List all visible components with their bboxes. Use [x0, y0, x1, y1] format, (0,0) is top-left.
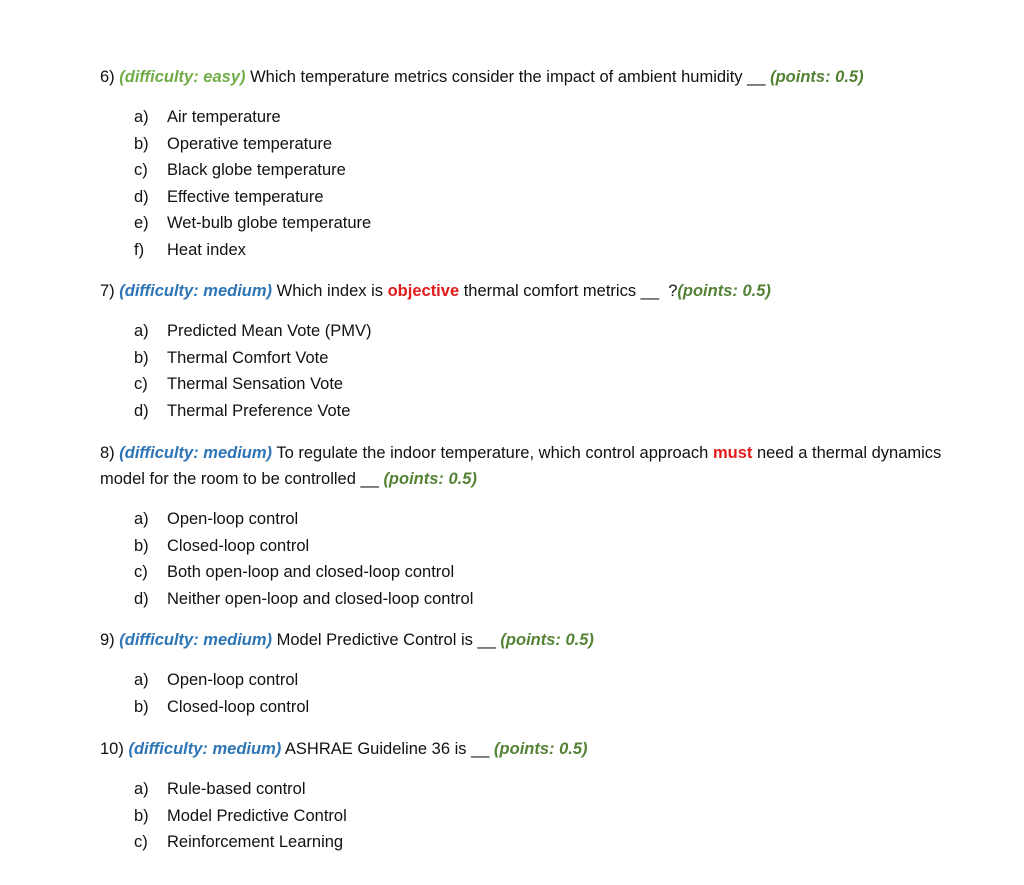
option-c — [100, 371, 980, 398]
question-7 — [100, 278, 980, 424]
option-c — [100, 559, 970, 586]
option-letter: d) — [134, 401, 149, 420]
question-stem — [100, 440, 970, 492]
option-text: Closed-loop control — [167, 697, 310, 716]
points-label: (points: 0.5) — [494, 740, 588, 758]
points-label: (points: 0.5) — [383, 470, 477, 488]
option-a — [100, 667, 980, 694]
question-stem — [100, 64, 980, 90]
option-letter: f) — [134, 240, 145, 259]
option-text: Thermal Preference Vote — [167, 401, 351, 420]
answer-blank: __ — [471, 740, 490, 758]
question-number: 6) — [100, 68, 115, 86]
option-letter: c) — [134, 375, 148, 393]
points-label: (points: 0.5) — [500, 631, 594, 649]
option-b — [100, 533, 970, 560]
option-a — [100, 318, 980, 345]
stem-part: need a thermal dynamics model for the room to be controlled — [100, 444, 942, 488]
option-letter: b) — [134, 134, 149, 153]
emphasis-word: must — [712, 444, 753, 462]
option-letter: a) — [134, 108, 149, 126]
answer-blank: __ — [477, 631, 496, 649]
option-text: Thermal Comfort Vote — [167, 348, 329, 367]
answer-blank: __ — [747, 68, 766, 86]
option-letter: b) — [134, 536, 149, 555]
stem-part: Which temperature metrics consider the impact of ambient humidity — [245, 68, 748, 86]
difficulty-label: (difficulty: medium) — [128, 740, 282, 758]
question-6 — [100, 64, 980, 263]
option-text: Rule-based control — [167, 780, 306, 798]
option-text: Wet-bulb globe temperature — [167, 214, 372, 232]
option-list — [100, 776, 980, 856]
option-letter: a) — [134, 322, 149, 340]
option-text: Open-loop control — [167, 671, 299, 689]
option-d — [100, 398, 980, 425]
option-text: Heat index — [167, 240, 246, 259]
option-text: Reinforcement Learning — [167, 833, 344, 851]
option-b — [100, 694, 980, 721]
stem-part: ASHRAE Guideline 36 is — [281, 740, 472, 758]
option-d — [100, 184, 980, 211]
difficulty-label: (difficulty: easy) — [119, 68, 246, 86]
option-b — [100, 803, 980, 830]
option-a — [100, 506, 970, 533]
stem-part: To regulate the indoor temperature, which control approach — [272, 444, 713, 462]
option-c — [100, 829, 980, 856]
question-number: 10) — [100, 740, 124, 758]
option-text: Thermal Sensation Vote — [167, 375, 344, 393]
option-text: Open-loop control — [167, 510, 299, 528]
option-f — [100, 237, 980, 264]
option-letter: b) — [134, 697, 149, 716]
option-list — [100, 104, 980, 263]
option-letter: a) — [134, 510, 149, 528]
option-text: Closed-loop control — [167, 536, 310, 555]
option-letter: d) — [134, 589, 149, 608]
stem-part: ? — [659, 282, 678, 300]
stem-part: Which index is — [272, 282, 388, 300]
question-number: 8) — [100, 444, 115, 462]
question-stem — [100, 627, 980, 653]
option-letter: b) — [134, 806, 149, 825]
question-9 — [100, 627, 980, 720]
option-b — [100, 131, 980, 158]
option-c — [100, 157, 980, 184]
difficulty-label: (difficulty: medium) — [119, 282, 273, 300]
question-10 — [100, 736, 980, 856]
option-text: Black globe temperature — [167, 161, 346, 179]
stem-part: thermal comfort metrics — [459, 282, 641, 300]
option-list — [100, 506, 970, 612]
difficulty-label: (difficulty: medium) — [119, 444, 273, 462]
points-label: (points: 0.5) — [677, 282, 771, 300]
option-text: Effective temperature — [167, 187, 324, 206]
question-number: 7) — [100, 282, 115, 300]
question-number: 9) — [100, 631, 115, 649]
option-list — [100, 667, 980, 720]
answer-blank: __ — [640, 282, 660, 300]
option-letter: a) — [134, 780, 149, 798]
option-letter: c) — [134, 833, 148, 851]
question-stem — [100, 736, 980, 762]
option-b — [100, 345, 980, 372]
stem-part: Model Predictive Control is — [272, 631, 478, 649]
points-label: (points: 0.5) — [770, 68, 864, 86]
option-d — [100, 586, 970, 613]
option-letter: d) — [134, 187, 149, 206]
option-letter: b) — [134, 348, 149, 367]
option-text: Predicted Mean Vote (PMV) — [167, 322, 372, 340]
answer-blank: __ — [360, 470, 379, 488]
option-text: Neither open-loop and closed-loop control — [167, 589, 474, 608]
option-a — [100, 776, 980, 803]
option-letter: a) — [134, 671, 149, 689]
option-text: Both open-loop and closed-loop control — [167, 563, 455, 581]
option-a — [100, 104, 980, 131]
option-letter: e) — [134, 214, 149, 232]
question-stem — [100, 278, 980, 304]
option-text: Model Predictive Control — [167, 806, 347, 825]
option-letter: c) — [134, 563, 148, 581]
question-8 — [100, 440, 970, 612]
option-text: Air temperature — [167, 108, 281, 126]
option-e — [100, 210, 980, 237]
emphasis-word: objective — [387, 282, 460, 300]
difficulty-label: (difficulty: medium) — [119, 631, 273, 649]
option-list — [100, 318, 980, 424]
option-text: Operative temperature — [167, 134, 333, 153]
option-letter: c) — [134, 161, 148, 179]
